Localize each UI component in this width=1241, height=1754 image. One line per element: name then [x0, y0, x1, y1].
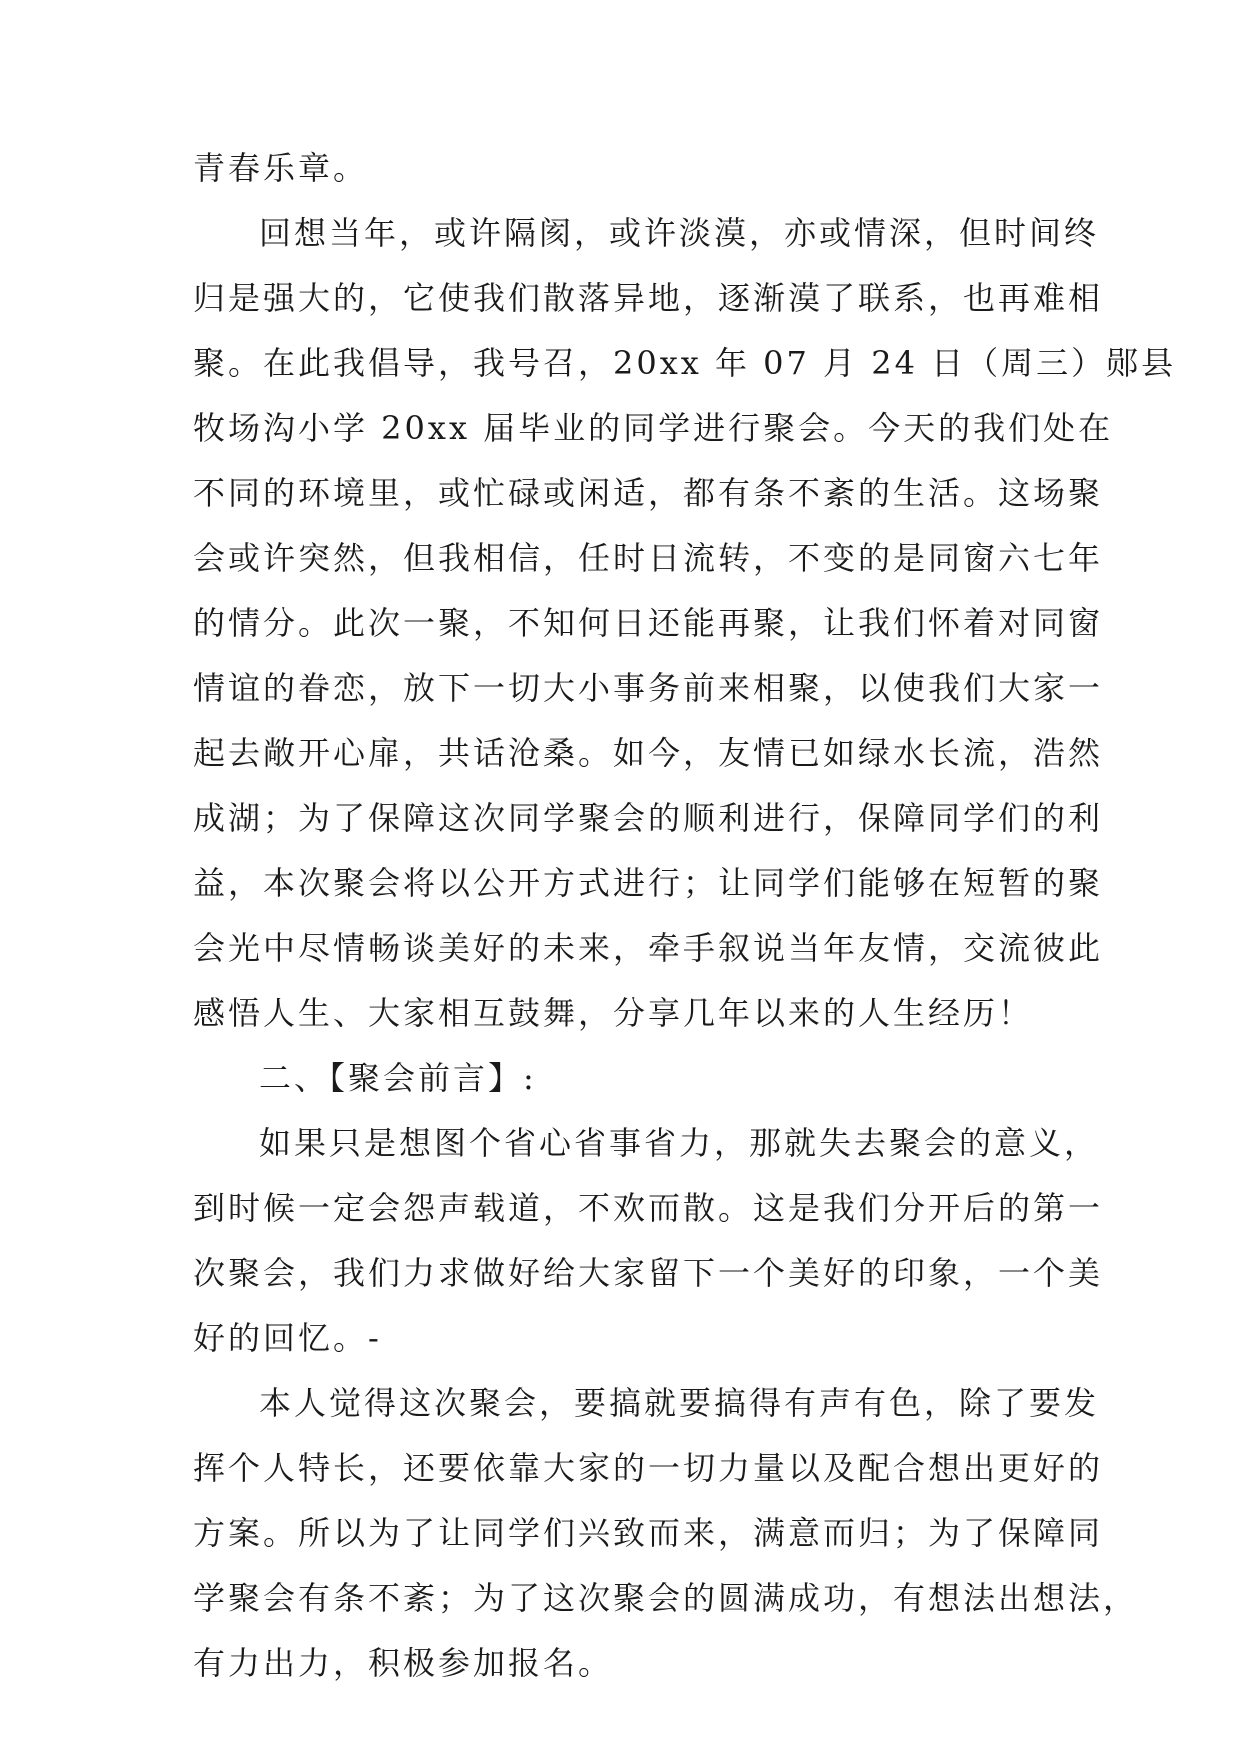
text-line: 归是强大的，它使我们散落异地，逐渐漠了联系，也再难相: [193, 279, 1104, 317]
text-line: 感悟人生、大家相互鼓舞，分享几年以来的人生经历！: [193, 994, 1034, 1032]
text-line: 成湖；为了保障这次同学聚会的顺利进行，保障同学们的利: [193, 799, 1104, 837]
text-line: 方案。所以为了让同学们兴致而来，满意而归；为了保障同: [193, 1514, 1104, 1552]
document-body: [193, 136, 1177, 1696]
text-line: 牧场沟小学 20xx 届毕业的同学进行聚会。今天的我们处在: [193, 409, 1114, 447]
text-line: 到时候一定会怨声载道，不欢而散。这是我们分开后的第一: [193, 1189, 1104, 1227]
text-line: 好的回忆。-: [193, 1319, 382, 1357]
text-line: 会光中尽情畅谈美好的未来，牵手叙说当年友情，交流彼此: [193, 929, 1104, 967]
text-line: 挥个人特长，还要依靠大家的一切力量以及配合想出更好的: [193, 1449, 1104, 1487]
text-line: 聚。在此我倡导，我号召，20xx 年 07 月 24 日（周三）郧县: [193, 344, 1177, 382]
section-heading: 二、【聚会前言】:: [259, 1059, 537, 1097]
text-line: 的情分。此次一聚，不知何日还能再聚，让我们怀着对同窗: [193, 604, 1104, 642]
text-line: 回想当年，或许隔阂，或许淡漠，亦或情深，但时间终: [259, 214, 1100, 252]
text-line: 本人觉得这次聚会，要搞就要搞得有声有色，除了要发: [259, 1384, 1100, 1422]
text-line: 益，本次聚会将以公开方式进行；让同学们能够在短暂的聚: [193, 864, 1104, 902]
text-line: 如果只是想图个省心省事省力，那就失去聚会的意义，: [259, 1124, 1100, 1162]
text-line: 次聚会，我们力求做好给大家留下一个美好的印象，一个美: [193, 1254, 1104, 1292]
text-line: 情谊的眷恋，放下一切大小事务前来相聚，以使我们大家一: [193, 669, 1104, 707]
text-line: 有力出力，积极参加报名。: [193, 1644, 614, 1682]
text-line: 不同的环境里，或忙碌或闲适，都有条不紊的生活。这场聚: [193, 474, 1104, 512]
text-line: 学聚会有条不紊；为了这次聚会的圆满成功，有想法出想法，: [193, 1579, 1139, 1617]
text-line: 青春乐章。: [193, 149, 369, 187]
text-line: 会或许突然，但我相信，任时日流转，不变的是同窗六七年: [193, 539, 1104, 577]
text-line: 起去敞开心扉，共话沧桑。如今，友情已如绿水长流，浩然: [193, 734, 1104, 772]
